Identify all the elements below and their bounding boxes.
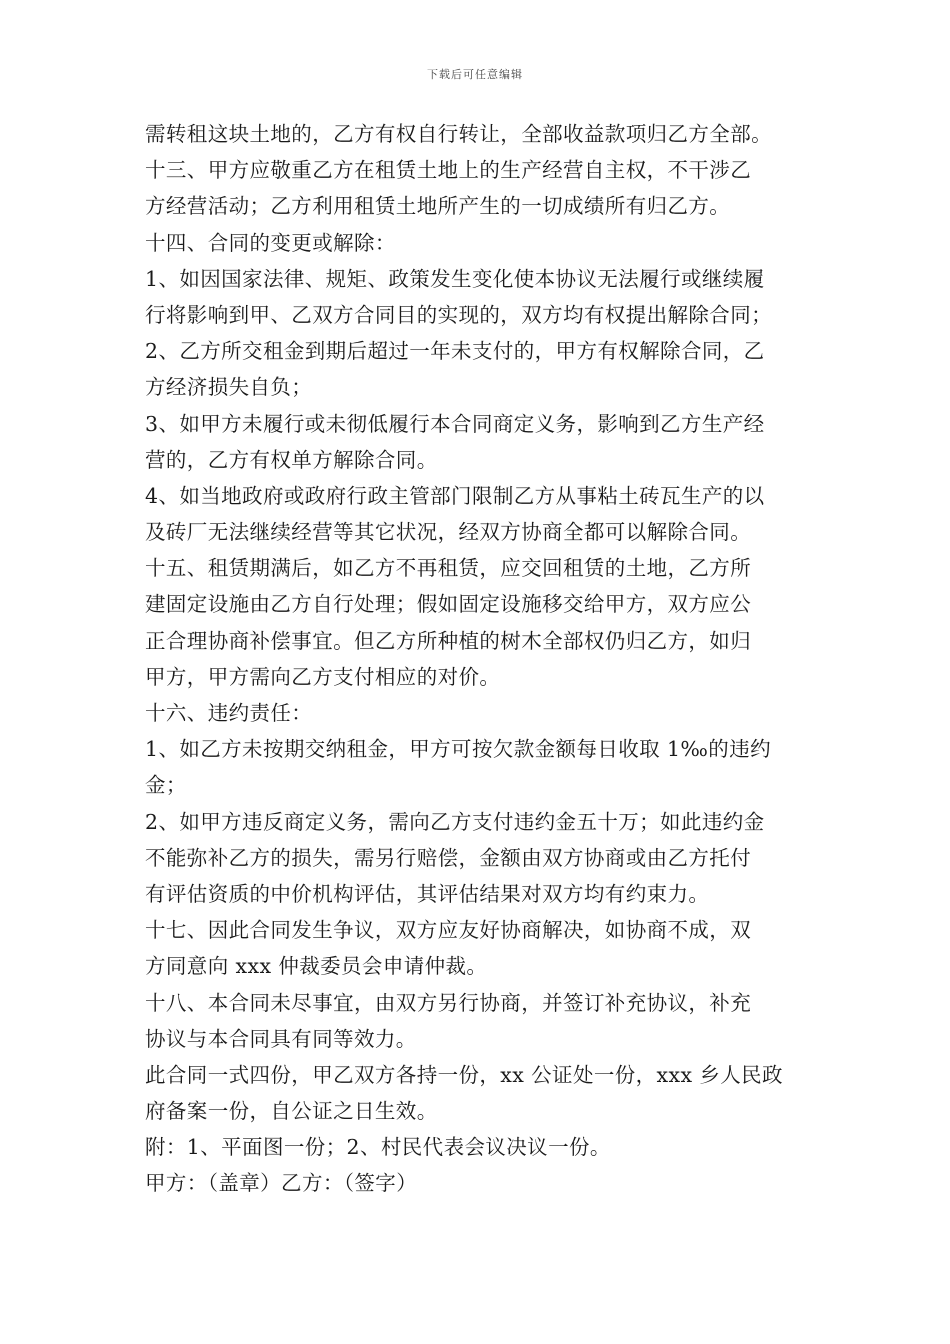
text-line: 府备案一份，自公证之日生效。: [145, 1099, 438, 1124]
text-line: 3、如甲方未履行或未彻低履行本合同商定义务，影响到乙方生产经: [145, 411, 765, 436]
text-line: 及砖厂无法继续经营等其它状况，经双方协商全都可以解除合同。: [145, 520, 752, 545]
text-line: 需转租这块土地的，乙方有权自行转让，全部收益款项归乙方全部。: [145, 122, 772, 146]
text-line: 营的，乙方有权单方解除合同。: [145, 447, 438, 472]
text-line: 十八、本合同未尽事宜，由双方另行协商，并签订补充协议，补充: [145, 990, 752, 1015]
text-line: 2、乙方所交租金到期后超过一年未支付的，甲方有权解除合同，乙: [145, 339, 765, 364]
text-line: 方经济损失自负；: [145, 375, 313, 400]
section-heading: 十六、违约责任：: [145, 701, 313, 725]
text-line: 甲方，甲方需向乙方支付相应的对价。: [145, 664, 501, 689]
text-line: 建固定设施由乙方自行处理；假如固定设施移交给甲方，双方应公: [145, 592, 752, 617]
text-line: 十五、租赁期满后，如乙方不再租赁，应交回租赁的土地，乙方所: [145, 556, 752, 581]
text-line: 金；: [145, 773, 187, 798]
text-line: 正合理协商补偿事宜。但乙方所种植的树木全部权仍归乙方，如归: [145, 628, 752, 653]
text-line: 十三、甲方应敬重乙方在租赁土地上的生产经营自主权，不干涉乙: [145, 158, 752, 183]
text-line: 不能弥补乙方的损失，需另行赔偿，金额由双方协商或由乙方托付: [145, 845, 752, 870]
text-line: 2、如甲方违反商定义务，需向乙方支付违约金五十万；如此违约金: [145, 809, 765, 834]
text-line: 此合同一式四份，甲乙双方各持一份，xx 公证处一份，xxx 乡人民政: [145, 1062, 783, 1087]
text-line: 附：1、平面图一份；2、村民代表会议决议一份。: [145, 1135, 611, 1160]
text-line: 1、如乙方未按期交纳租金，甲方可按欠款金额每日收取 1‰的违约: [145, 737, 772, 762]
text-line: 方经营活动；乙方利用租赁土地所产生的一切成绩所有归乙方。: [145, 194, 731, 219]
contract-body: [145, 116, 810, 1202]
text-line: 行将影响到甲、乙双方合同目的实现的，双方均有权提出解除合同；: [145, 302, 772, 327]
text-line: 有评估资质的中价机构评估，其评估结果对双方均有约束力。: [145, 881, 710, 906]
text-line: 4、如当地政府或政府行政主管部门限制乙方从事粘土砖瓦生产的以: [145, 483, 765, 508]
page-header: 下载后可任意编辑: [427, 68, 523, 81]
signature-line: 甲方：（盖章）乙方：（签字）: [145, 1171, 418, 1196]
text-line: 1、如因国家法律、规矩、政策发生变化使本协议无法履行或继续履: [145, 266, 765, 291]
text-line: 十七、因此合同发生争议，双方应友好协商解决，如协商不成，双: [145, 918, 752, 943]
text-line: 方同意向 xxx 仲裁委员会申请仲裁。: [145, 954, 488, 979]
section-heading: 十四、合同的变更或解除：: [145, 230, 396, 255]
text-line: 协议与本合同具有同等效力。: [145, 1026, 417, 1051]
